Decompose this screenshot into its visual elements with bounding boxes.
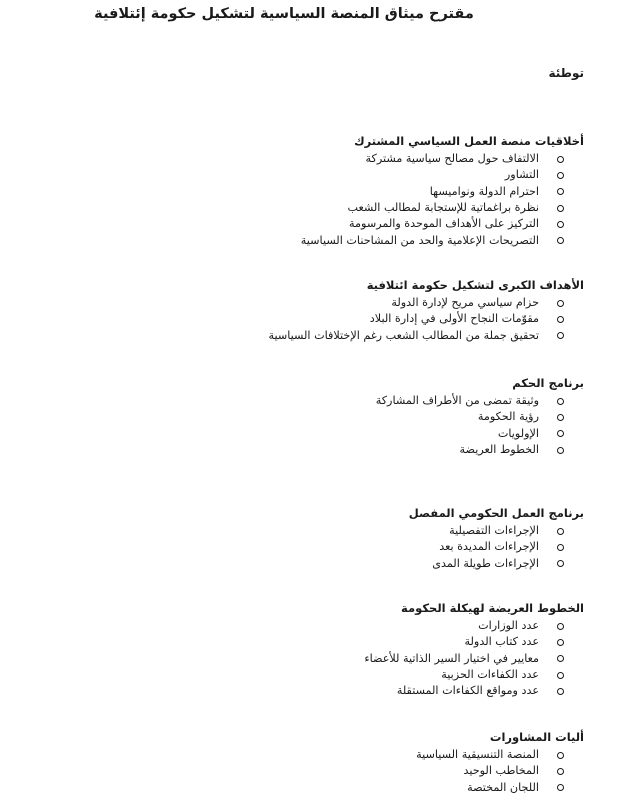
circle-bullet-icon xyxy=(557,300,564,307)
list-item-text: احترام الدولة ونواميسها xyxy=(429,184,539,198)
list-item-text: المخاطب الوحيد xyxy=(463,764,539,778)
document-title: مقترح ميثاق المنصة السياسية لتشكيل حكومة إئتلافية xyxy=(94,6,474,22)
section xyxy=(376,376,584,458)
list-item-text: الإجراءات المديدة بعد xyxy=(439,540,539,554)
circle-bullet-icon xyxy=(557,447,564,454)
circle-bullet-icon xyxy=(557,752,564,759)
section-list xyxy=(301,151,584,249)
list-item xyxy=(268,311,584,327)
list-item xyxy=(301,184,584,200)
list-item xyxy=(301,167,584,183)
circle-bullet-icon xyxy=(557,672,564,679)
list-item xyxy=(416,780,584,796)
list-item xyxy=(301,232,584,248)
circle-bullet-icon xyxy=(557,172,564,179)
list-item xyxy=(409,556,584,572)
section-list xyxy=(409,523,584,572)
circle-bullet-icon xyxy=(557,639,564,646)
circle-bullet-icon xyxy=(557,316,564,323)
circle-bullet-icon xyxy=(557,544,564,551)
list-item-text: اللجان المختصة xyxy=(467,780,539,794)
circle-bullet-icon xyxy=(557,332,564,339)
circle-bullet-icon xyxy=(557,430,564,437)
list-item-text: التركيز على الأهداف الموحدة والمرسومة xyxy=(349,217,539,231)
list-item xyxy=(409,539,584,555)
section-title: برنامج الحكم xyxy=(512,376,584,390)
circle-bullet-icon xyxy=(557,414,564,421)
list-item xyxy=(376,393,584,409)
list-item xyxy=(416,763,584,779)
list-item xyxy=(376,426,584,442)
list-item-text: وثيقة تمضى من الأطراف المشاركة xyxy=(375,394,539,408)
circle-bullet-icon xyxy=(557,528,564,535)
list-item xyxy=(268,295,584,311)
circle-bullet-icon xyxy=(557,688,564,695)
list-item-text: الإولويات xyxy=(497,426,539,440)
section-list xyxy=(268,295,584,344)
list-item xyxy=(364,683,584,699)
list-item-text: حزام سياسي مريح لإدارة الدولة xyxy=(391,296,539,310)
section-title: الخطوط العريضة لهيكلة الحكومة xyxy=(401,601,584,615)
list-item xyxy=(364,618,584,634)
circle-bullet-icon xyxy=(557,560,564,567)
list-item xyxy=(416,747,584,763)
list-item-text: مقوّمات النجاح الأولى في إدارة البلاد xyxy=(369,312,539,326)
list-item-text: نظرة براغماتية للإستجابة لمطالب الشعب xyxy=(347,201,539,215)
section-list xyxy=(376,393,584,458)
list-item-text: عدد الكفاءات الحزبية xyxy=(441,668,539,682)
list-item xyxy=(301,151,584,167)
section xyxy=(364,601,584,699)
circle-bullet-icon xyxy=(557,237,564,244)
circle-bullet-icon xyxy=(557,768,564,775)
section xyxy=(409,506,584,572)
section-title: الأهداف الكبرى لتشكيل حكومة ائتلافية xyxy=(366,278,584,292)
list-item xyxy=(409,523,584,539)
section-title: أليات المشاورات xyxy=(489,730,584,744)
list-item-text: المنصة التنسيقية السياسية xyxy=(416,748,539,762)
section-list xyxy=(364,618,584,699)
list-item-text: عدد الوزارات xyxy=(478,619,539,633)
list-item-text: تحقيق جملة من المطالب الشعب رغم الإختلافات السياسية xyxy=(268,328,539,342)
list-item-text: الخطوط العريضة xyxy=(459,443,539,457)
list-item-text: الإجراءات طويلة المدى xyxy=(432,556,539,570)
list-item xyxy=(364,667,584,683)
section xyxy=(416,730,584,796)
list-item-text: رؤية الحكومة xyxy=(477,410,539,424)
circle-bullet-icon xyxy=(557,655,564,662)
intro-heading: توطئة xyxy=(548,66,584,80)
circle-bullet-icon xyxy=(557,784,564,791)
section xyxy=(268,278,584,344)
list-item xyxy=(376,442,584,458)
section xyxy=(301,134,584,249)
circle-bullet-icon xyxy=(557,205,564,212)
list-item-text: التصريحات الإعلامية والحد من المشاحنات السياسية xyxy=(300,233,539,247)
list-item-text: التشاور xyxy=(504,168,539,182)
circle-bullet-icon xyxy=(557,221,564,228)
list-item xyxy=(301,216,584,232)
section-list xyxy=(416,747,584,796)
list-item-text: معايير في اختيار السير الذاتية للأعضاء xyxy=(364,651,539,665)
list-item-text: عدد كتاب الدولة xyxy=(464,635,539,649)
circle-bullet-icon xyxy=(557,188,564,195)
circle-bullet-icon xyxy=(557,398,564,405)
list-item-text: الإجراءات التفصيلية xyxy=(449,524,539,538)
list-item-text: عدد ومواقع الكفاءات المستقلة xyxy=(396,684,539,698)
list-item xyxy=(364,651,584,667)
list-item-text: الالتفاف حول مصالح سياسية مشتركة xyxy=(365,152,539,166)
list-item xyxy=(376,409,584,425)
section-title: أخلاقيات منصة العمل السياسي المشترك xyxy=(354,134,584,148)
list-item xyxy=(364,634,584,650)
list-item xyxy=(268,328,584,344)
list-item xyxy=(301,200,584,216)
section-title: برنامج العمل الحكومي المفصل xyxy=(408,506,584,520)
circle-bullet-icon xyxy=(557,623,564,630)
circle-bullet-icon xyxy=(557,156,564,163)
